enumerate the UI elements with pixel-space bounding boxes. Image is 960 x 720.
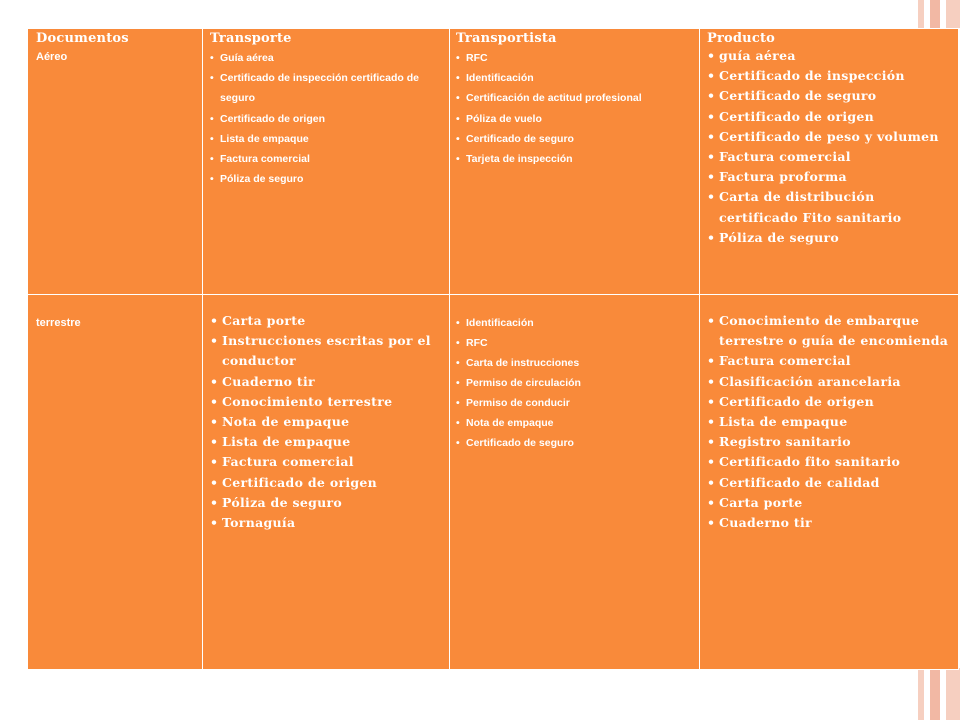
list-transporte-aereo [210, 48, 442, 189]
list-item: • Carta porte [707, 493, 952, 513]
documents-table [27, 28, 959, 670]
list-item: • Certificado de seguro [456, 433, 696, 453]
cell-transporte-terrestre [210, 311, 442, 533]
column-divider [202, 29, 203, 669]
list-item: • Certificado de peso y volumen [707, 127, 952, 147]
header-transporte: Transporte [210, 31, 292, 46]
list-item: • Póliza de seguro [210, 493, 442, 513]
list-item: • Certificado de inspección certificado de seguro [210, 68, 442, 108]
column-divider [449, 29, 450, 669]
list-item: • Permiso de circulación [456, 373, 696, 393]
list-item: • Carta porte [210, 311, 442, 331]
list-item: • Carta de distribución certificado Fito sanitario [707, 187, 952, 227]
list-item: • Identificación [456, 313, 696, 333]
list-item: • Certificado de origen [210, 473, 442, 493]
list-producto-aereo [707, 46, 952, 248]
list-item: • Certificado de origen [707, 392, 952, 412]
list-item: • Conocimiento de embarque terrestre o guía de encomienda [707, 311, 952, 351]
cell-transportista-terrestre [456, 313, 696, 453]
list-item: • Certificado de seguro [456, 129, 696, 149]
list-item: • Certificado de seguro [707, 86, 952, 106]
list-item: • Carta de instrucciones [456, 353, 696, 373]
list-item: • Certificado de origen [707, 107, 952, 127]
list-item: • Cuaderno tir [210, 372, 442, 392]
column-divider [699, 29, 700, 669]
list-item: • Factura comercial [210, 149, 442, 169]
list-producto-terrestre [707, 311, 952, 533]
list-item: • Nota de empaque [456, 413, 696, 433]
list-transportista-aereo [456, 48, 696, 169]
list-item: • Cuaderno tir [707, 513, 952, 533]
list-item: • Nota de empaque [210, 412, 442, 432]
row-label-aereo: Aéreo [36, 51, 68, 63]
row-divider [28, 294, 958, 295]
cell-documentos-aereo [36, 30, 196, 65]
list-item: • RFC [456, 48, 696, 68]
list-item: • Permiso de conducir [456, 393, 696, 413]
cell-producto-aereo [707, 30, 952, 248]
list-transportista-terrestre [456, 313, 696, 453]
list-item: • Certificado de calidad [707, 473, 952, 493]
list-item: • Registro sanitario [707, 432, 952, 452]
list-transporte-terrestre [210, 311, 442, 533]
list-item: • Certificado de origen [210, 109, 442, 129]
header-documentos: Documentos [36, 31, 129, 46]
header-transportista: Transportista [456, 31, 557, 46]
list-item: • Factura comercial [210, 452, 442, 472]
list-item: • Factura comercial [707, 351, 952, 371]
list-item: • Certificado fito sanitario [707, 452, 952, 472]
list-item: • Lista de empaque [210, 129, 442, 149]
list-item: • Conocimiento terrestre [210, 392, 442, 412]
list-item: • Clasificación arancelaria [707, 372, 952, 392]
list-item: • Guía aérea [210, 48, 442, 68]
cell-transportista-aereo [456, 30, 696, 169]
cell-documentos-terrestre [36, 317, 196, 329]
decorative-stripes-top [918, 0, 960, 28]
list-item: • Póliza de seguro [210, 169, 442, 189]
list-item: • Factura proforma [707, 167, 952, 187]
cell-producto-terrestre [707, 311, 952, 533]
list-item: • RFC [456, 333, 696, 353]
list-item: • Póliza de seguro [707, 228, 952, 248]
decorative-stripes-bottom [918, 668, 960, 720]
list-item: • Tornaguía [210, 513, 442, 533]
row-label-terrestre: terrestre [36, 317, 81, 329]
list-item: • Póliza de vuelo [456, 109, 696, 129]
list-item: • Factura comercial [707, 147, 952, 167]
list-item: • Certificado de inspección [707, 66, 952, 86]
header-producto: Producto [707, 31, 776, 46]
cell-transporte-aereo [210, 30, 442, 189]
list-item: • Certificación de actitud profesional [456, 88, 696, 108]
list-item: • Lista de empaque [707, 412, 952, 432]
list-item: • Instrucciones escritas por el conductor [210, 331, 442, 371]
list-item: • Tarjeta de inspección [456, 149, 696, 169]
list-item: • Lista de empaque [210, 432, 442, 452]
list-item: • Identificación [456, 68, 696, 88]
list-item: • guía aérea [707, 46, 952, 66]
